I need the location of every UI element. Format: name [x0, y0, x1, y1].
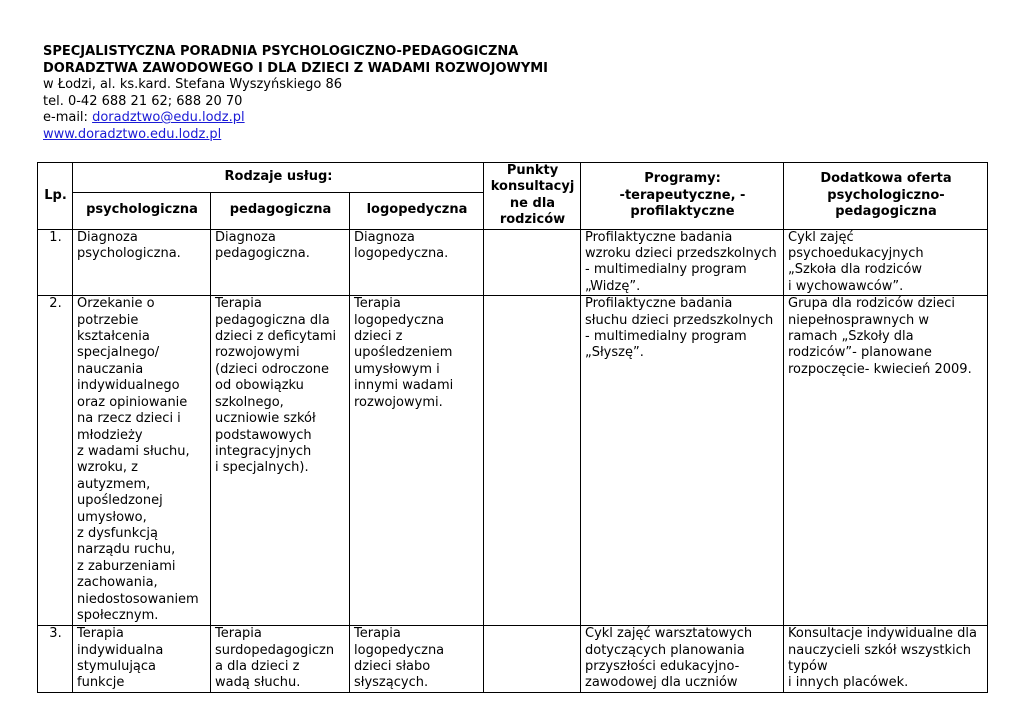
- cell-additional-offer: Cykl zajęć psychoedukacyjnych „Szkoła dla rodziców i wychowawców”.: [784, 229, 988, 296]
- email-line: [43, 110, 943, 127]
- table-row: [38, 626, 988, 693]
- website-line: [43, 127, 943, 144]
- header-speech-therapy: logopedyczna: [350, 192, 484, 229]
- cell-psychological: Orzekanie o potrzebie kształcenia specjalnego/ nauczania indywidualnego oraz opiniowanie na rzecz dzieci i młodzieży z wadami słuchu, wzroku, z autyzmem, upośledzonej umysłowo, z dysfunkcją narządu ruchu, z zaburzeniami zachowania, niedostosowaniem społecznym.: [73, 296, 211, 626]
- cell-speech-therapy: Terapia logopedyczna dzieci z upośledzeniem umysłowym i innymi wadami rozwojowymi.: [350, 296, 484, 626]
- cell-pedagogical: Terapia surdopedagogiczn a dla dzieci z wadą słuchu.: [211, 626, 350, 693]
- cell-programs: Profilaktyczne badania wzroku dzieci przedszkolnych - multimedialny program „Widzę”.: [581, 229, 784, 296]
- address: w Łodzi, al. ks.kard. Stefana Wyszyńskiego 86: [43, 77, 343, 92]
- cell-pedagogical: Diagnoza pedagogiczna.: [211, 229, 350, 296]
- cell-speech-therapy: Diagnoza logopedyczna.: [350, 229, 484, 296]
- header-service-types: Rodzaje usług:: [73, 163, 484, 193]
- header-lp: Lp.: [38, 163, 73, 230]
- institution-header: [43, 44, 943, 143]
- row-number: 3.: [38, 626, 73, 693]
- cell-consultation-points: [484, 296, 581, 626]
- email-label: e-mail:: [43, 110, 93, 125]
- cell-speech-therapy: Terapia logopedyczna dzieci słabo słyszących.: [350, 626, 484, 693]
- cell-programs: Profilaktyczne badania słuchu dzieci przedszkolnych - multimedialny program „Słyszę”.: [581, 296, 784, 626]
- institution-name-line2: DORADZTWA ZAWODOWEGO I DLA DZIECI Z WADAMI ROZWOJOWYMI: [43, 60, 549, 76]
- cell-consultation-points: [484, 229, 581, 296]
- cell-consultation-points: [484, 626, 581, 693]
- cell-programs: Cykl zajęć warsztatowych dotyczących planowania przyszłości edukacyjno- zawodowej dla uczniów: [581, 626, 784, 693]
- email-link[interactable]: doradztwo@edu.lodz.pl: [92, 110, 245, 125]
- header-additional-offer: Dodatkowa oferta psychologiczno- pedagogiczna: [784, 163, 988, 230]
- row-number: 2.: [38, 296, 73, 626]
- table-row: [38, 296, 988, 626]
- header-psychological: psychologiczna: [73, 192, 211, 229]
- website-link[interactable]: www.doradztwo.edu.lodz.pl: [43, 126, 222, 142]
- header-consultation-points: Punkty konsultacyj ne dla rodziców: [484, 163, 581, 230]
- row-number: 1.: [38, 229, 73, 296]
- cell-additional-offer: Grupa dla rodziców dzieci niepełnosprawnych w ramach „Szkoły dla rodziców”- planowane rozpoczęcie- kwiecień 2009.: [784, 296, 988, 626]
- cell-psychological: Terapia indywidualna stymulująca funkcje: [73, 626, 211, 693]
- cell-additional-offer: Konsultacje indywidualne dla nauczycieli szkół wszystkich typów i innych placówek.: [784, 626, 988, 693]
- cell-psychological: Diagnoza psychologiczna.: [73, 229, 211, 296]
- table-row: [38, 229, 988, 296]
- services-table: [37, 162, 988, 693]
- header-programs: Programy: -terapeutyczne, - profilaktyczne: [581, 163, 784, 230]
- phone: tel. 0-42 688 21 62; 688 20 70: [43, 93, 243, 109]
- header-pedagogical: pedagogiczna: [211, 192, 350, 229]
- institution-name-line1: SPECJALISTYCZNA PORADNIA PSYCHOLOGICZNO-PEDAGOGICZNA: [43, 44, 519, 59]
- cell-pedagogical: Terapia pedagogiczna dla dzieci z deficytami rozwojowymi (dzieci odroczone od obowiązku szkolnego, uczniowie szkół podstawowych integracyjnych i specjalnych).: [211, 296, 350, 626]
